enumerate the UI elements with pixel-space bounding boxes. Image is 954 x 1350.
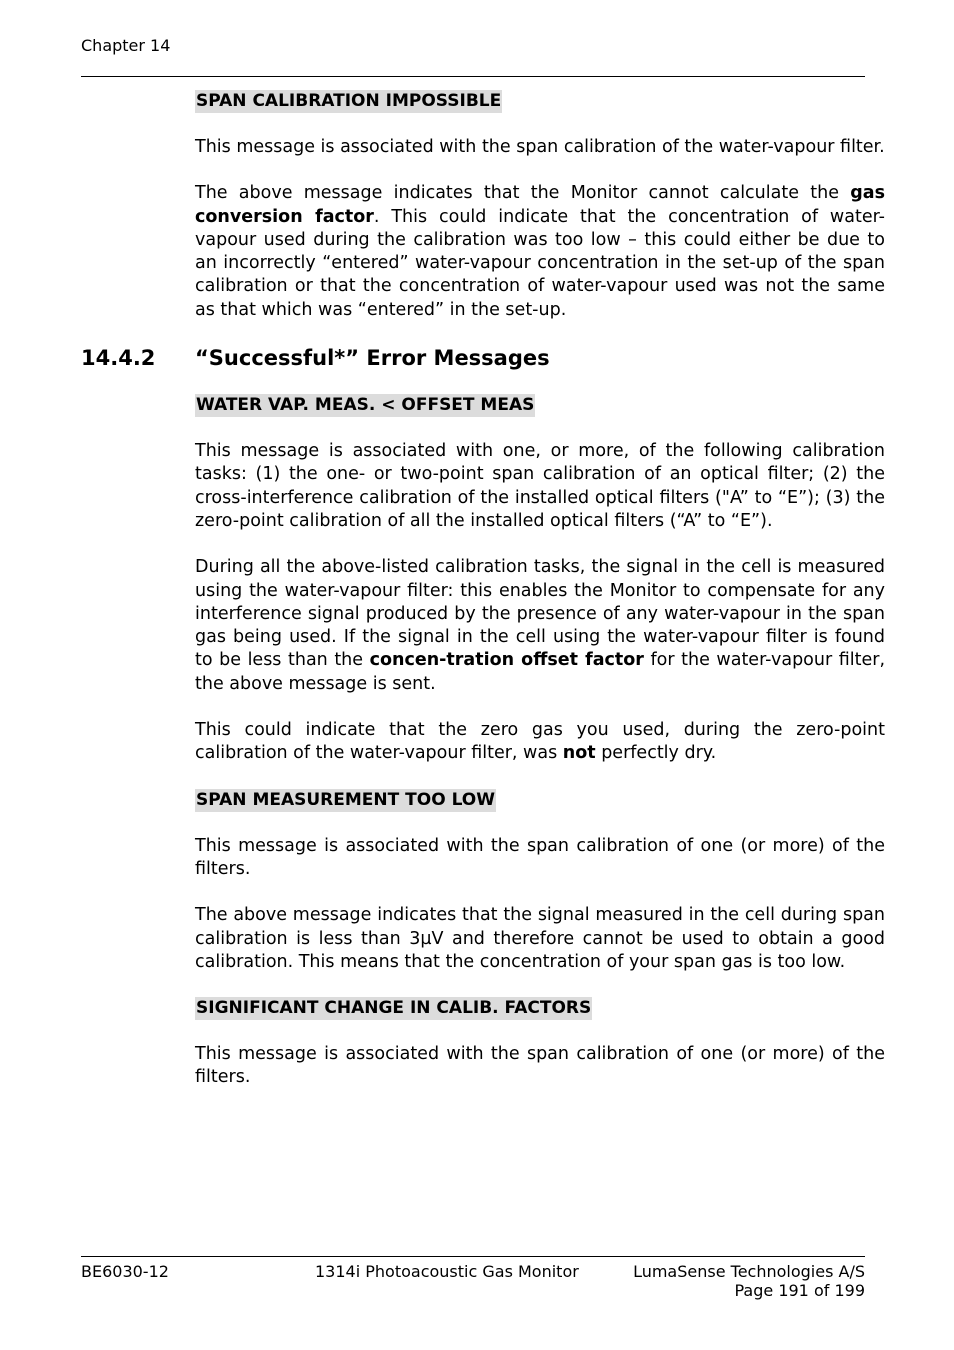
header-rule (81, 76, 865, 77)
paragraph: The above message indicates that the Monitor cannot calculate the gas conversion factor. This could indicate that the concentration of water-vapour used during the calibration was too low – this could either be due to an incorrectly “entered” water-vapour concentration in the set-up of the span calibration or that the concentration of water-vapour used was not the same as that which was “entered” in the set-up. (195, 183, 885, 320)
paragraph: The above message indicates that the signal measured in the cell during span calibration is less than 3µV and therefore cannot be used to obtain a good calibration. This means that the concentration of your span gas is too low. (195, 905, 885, 972)
footer-company: LumaSense Technologies A/S (633, 1262, 865, 1281)
section-title: “Successful*” Error Messages (195, 346, 550, 371)
footer-rule (81, 1256, 865, 1257)
footer-product: 1314i Photoacoustic Gas Monitor (315, 1262, 579, 1281)
message-heading-span-calibration-impossible: SPAN CALIBRATION IMPOSSIBLE (196, 91, 502, 111)
bold-term: not (562, 743, 596, 764)
bold-term: concen-tration offset factor (369, 650, 644, 671)
paragraph: This could indicate that the zero gas you used, during the zero-point calibration of the water-vapour filter, was not perfectly dry. (195, 720, 885, 764)
message-heading-water-vap-meas: WATER VAP. MEAS. < OFFSET MEAS (196, 395, 535, 416)
message-heading-span-measurement-too-low: SPAN MEASUREMENT TOO LOW (196, 789, 496, 810)
message-heading-significant-change: SIGNIFICANT CHANGE IN CALIB. FACTORS (196, 998, 592, 1019)
paragraph: This message is associated with the span calibration of the water-vapour filter. (195, 137, 885, 157)
section-number: 14.4.2 (81, 346, 156, 371)
footer-page-number: Page 191 of 199 (734, 1281, 865, 1300)
footer-doc-id: BE6030-12 (81, 1262, 169, 1281)
paragraph: This message is associated with the span calibration of one (or more) of the filters. (195, 1044, 885, 1088)
page-content (81, 90, 886, 1090)
chapter-header: Chapter 14 (81, 36, 171, 55)
paragraph: During all the above-listed calibration tasks, the signal in the cell is measured using the water-vapour filter: this enables the Monitor to compensate for any interference signal produced by the presence of any water-vapour in the span gas being used. If the signal in the cell using the water-vapour filter is found to be less than the concen-tration offset factor for the water-vapour filter, the above message is sent. (195, 557, 886, 694)
footer-company-page (600, 1262, 865, 1300)
paragraph: This message is associated with one, or more, of the following calibration tasks: (1) the one- or two-point span calibration of an optical filter; (2) the cross-interference calibration of the installed optical filters ("A” to “E”); (3) the zero-point calibration of all the installed optical filters (“A” to “E”). (195, 441, 885, 531)
paragraph: This message is associated with the span calibration of one (or more) of the filters. (195, 835, 885, 879)
bold-term: gas conversion factor (195, 183, 885, 227)
section-heading (81, 344, 885, 372)
